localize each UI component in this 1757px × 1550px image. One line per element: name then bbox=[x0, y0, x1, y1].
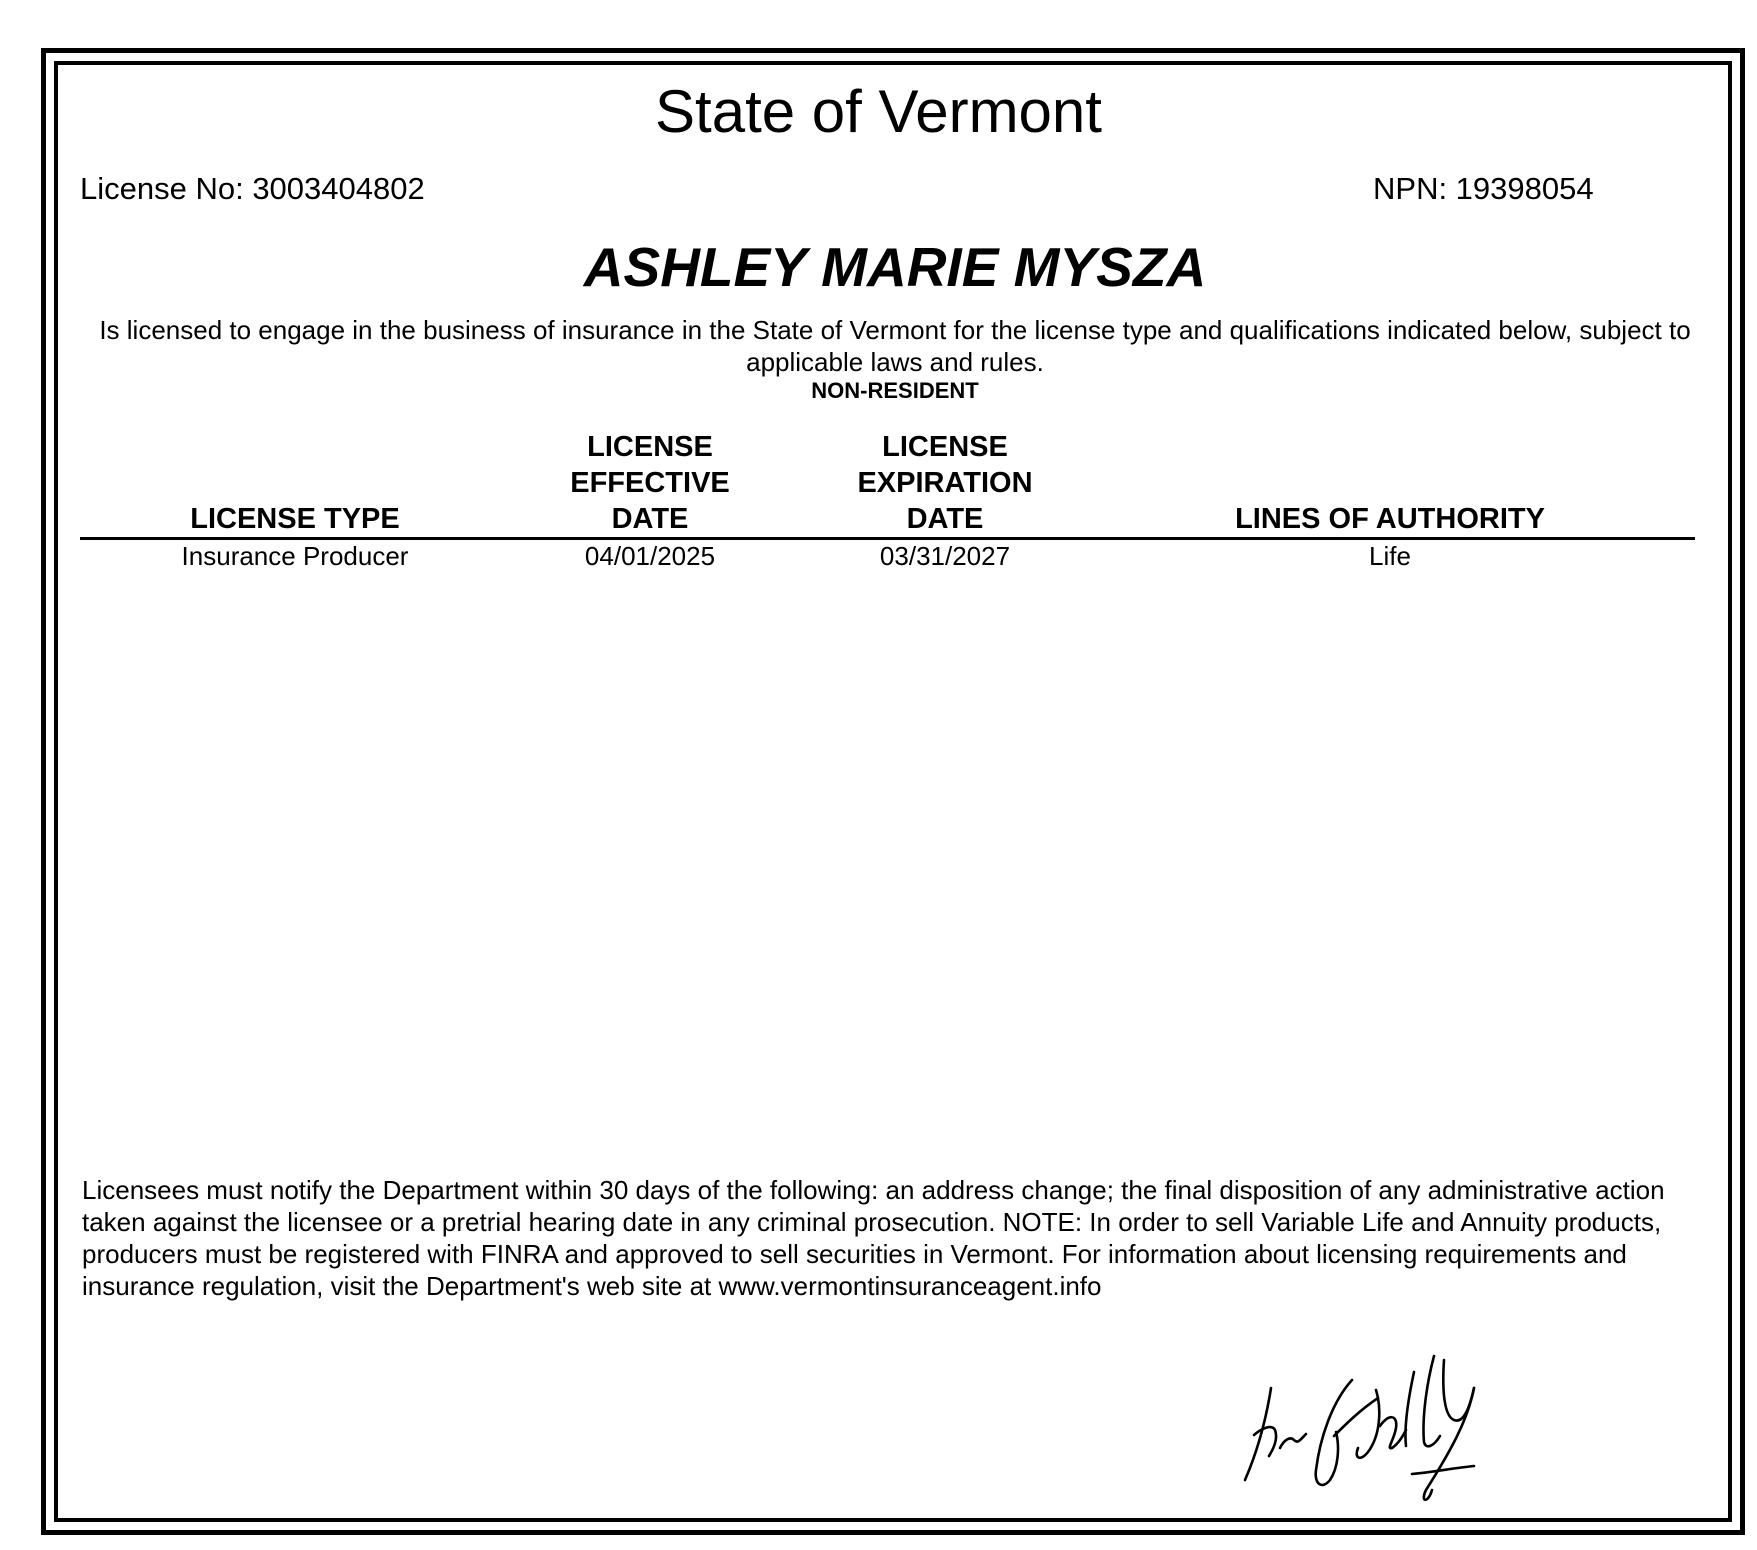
header-line: LINES OF AUTHORITY bbox=[1235, 503, 1545, 535]
column-header-lines-of-authority bbox=[1190, 501, 1590, 537]
handwritten-signature-icon bbox=[1228, 1340, 1518, 1515]
header-line: LICENSE bbox=[882, 431, 1008, 463]
header-line: EXPIRATION bbox=[857, 467, 1033, 499]
licensee-name: ASHLEY MARIE MYSZA bbox=[583, 236, 1207, 298]
header-line: LICENSE bbox=[587, 431, 713, 463]
cell-expiration-date: 03/31/2027 bbox=[879, 541, 1011, 571]
licensee-notice: Licensees must notify the Department within 30 days of the following: an address change; the final disposition of any administrative action taken against the licensee or a pretrial hearing date in any criminal prosecution. NOTE: In order to sell Variable Life and Annuity products, producers must be registered with FINRA and approved to sell securities in Vermont. For information about licensing requirements and insurance regulation, visit the Department's web site at www.vermontinsuranceagent.info bbox=[82, 1175, 1665, 1301]
state-title: State of Vermont bbox=[655, 78, 1102, 145]
license-statement: Is licensed to engage in the business of insurance in the State of Vermont for the license type and qualifications indicated below, subject to applicable laws and rules. bbox=[99, 315, 1691, 377]
license-number: License No: 3003404802 bbox=[80, 171, 425, 206]
header-line: LICENSE TYPE bbox=[190, 503, 400, 535]
residency-status: NON-RESIDENT bbox=[811, 378, 979, 403]
header-line: DATE bbox=[906, 503, 984, 535]
column-header-expiration-date bbox=[800, 429, 1090, 537]
cell-effective-date: 04/01/2025 bbox=[584, 541, 716, 571]
column-header-license-type bbox=[130, 501, 460, 537]
column-header-effective-date bbox=[520, 429, 780, 537]
header-line: EFFECTIVE bbox=[570, 467, 730, 499]
cell-lines-of-authority: Life bbox=[1369, 541, 1411, 571]
npn-number: NPN: 19398054 bbox=[1373, 171, 1594, 206]
cell-license-type: Insurance Producer bbox=[181, 541, 409, 571]
header-line: DATE bbox=[611, 503, 689, 535]
